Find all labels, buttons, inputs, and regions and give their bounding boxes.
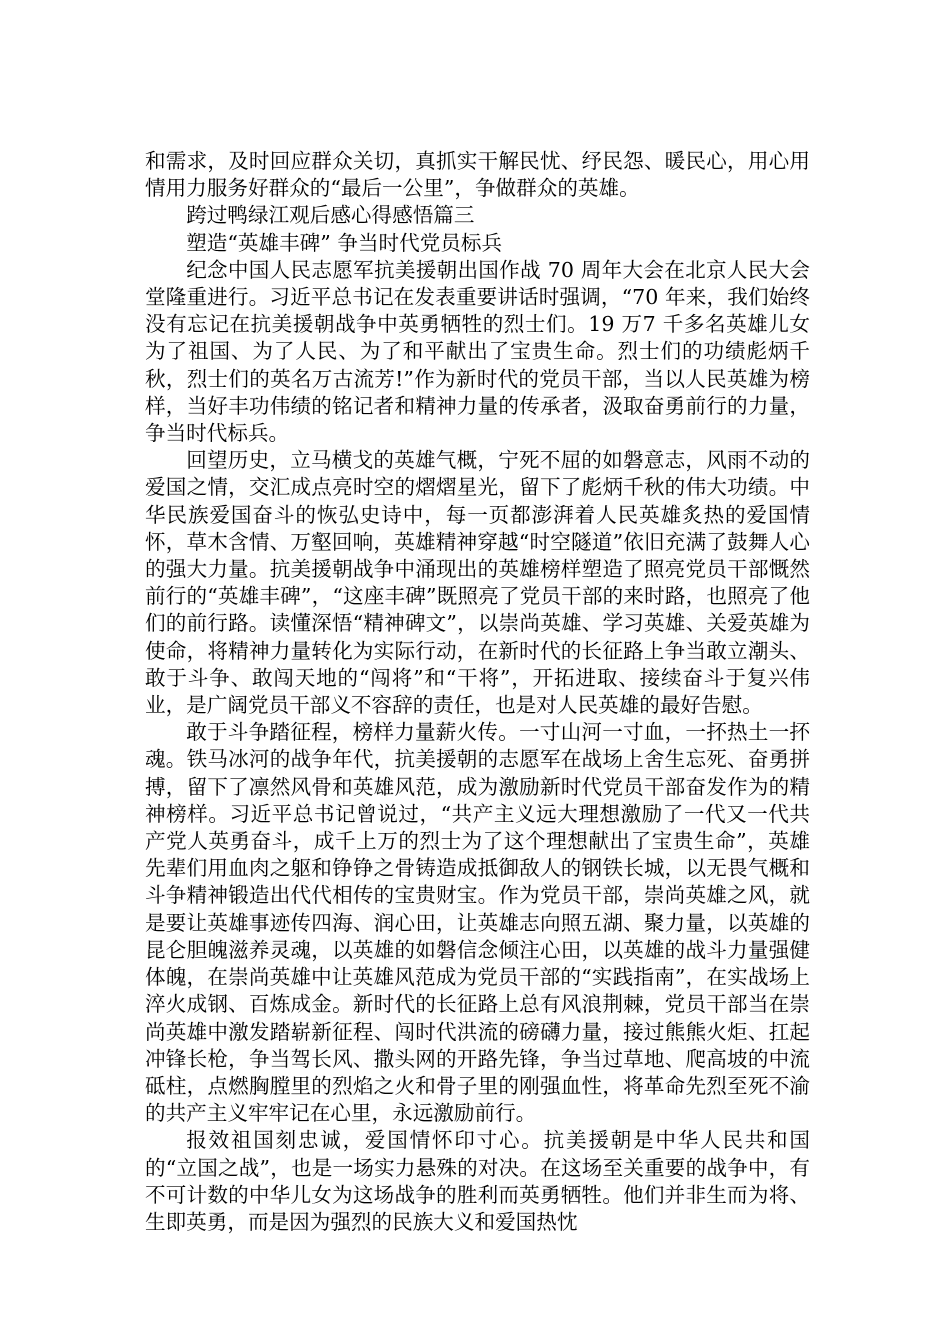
article-subtitle: 塑造“英雄丰碑” 争当时代党员标兵 (186, 230, 503, 255)
document-page (145, 148, 810, 1236)
paragraph-history: 回望历史，立马横戈的英雄气概，宁死不屈的如磐意志，风雨不动的爱国之情，交汇成点亮时空的熠熠星光，留下了彪炳千秋的伟大功绩。中华民族爱国奋斗的恢弘史诗中，每一页都澎湃着人民英雄炙热的爱国情怀，草木含情、万壑回响，英雄精神穿越“时空隧道”依旧充满了鼓舞人心的强大力量。抗美援朝战争中涌现出的英雄榜样塑造了照亮党员干部慨然前行的“英雄丰碑”，“这座丰碑”既照亮了党员干部的来时路，也照亮了他们的前行路。读懂深悟“精神碑文”，以崇尚英雄、学习英雄、关爱英雄为使命，将精神力量转化为实际行动，在新时代的长征路上争当敢立潮头、敢于斗争、敢闯天地的“闯将”和“干将”，开拓进取、接续奋斗于复兴伟业，是广阔党员干部义不容辞的责任，也是对人民英雄的最好告慰。 (145, 448, 810, 718)
paragraph-struggle: 敢于斗争踏征程，榜样力量薪火传。一寸山河一寸血，一抔热土一抔魂。铁马冰河的战争年代，抗美援朝的志愿军在战场上舍生忘死、奋勇拼搏，留下了凛然风骨和英雄风范，成为激励新时代党员干部奋发作为的精神榜样。习近平总书记曾说过，“共产主义远大理想激励了一代又一代共产党人英勇奋斗，成千上万的烈士为了这个理想献出了宝贵生命”，英雄先辈们用血肉之躯和铮铮之骨铸造成抵御敌人的钢铁长城，以无畏气概和斗争精神锻造出代代相传的宝贵财宝。作为党员干部，崇尚英雄之风，就是要让英雄事迹传四海、润心田，让英雄志向照五湖、聚力量，以英雄的昆仑胆魄滋养灵魂，以英雄的如磐信念倾注心田，以英雄的战斗力量强健体魄，在崇尚英雄中让英雄风范成为党员干部的“实践指南”，在实战场上淬火成钢、百炼成金。新时代的长征路上总有风浪荆棘，党员干部当在崇尚英雄中激发踏崭新征程、闯时代洪流的磅礴力量，接过熊熊火炬、扛起冲锋长枪，争当驾长风、撒头网的开路先锋，争当过草地、爬高坡的中流砥柱，点燃胸膛里的烈焰之火和骨子里的刚强血性，将革命先烈至死不渝的共产主义牢牢记在心里，永远激励前行。 (145, 720, 810, 1126)
section-title: 跨过鸭绿江观后感心得感悟篇三 (186, 203, 475, 228)
paragraph-intro: 纪念中国人民志愿军抗美援朝出国作战 70 周年大会在北京人民大会堂隆重进行。习近平总书记在发表重要讲话时强调，“70 年来，我们始终没有忘记在抗美援朝战争中英勇牺牲的烈士们。19 万7 千多名英雄儿女为了祖国、为了人民、为了和平献出了宝贵生命。烈士们的功绩彪炳千秋，烈士们的英名万古流芳!”作为新时代的党员干部，当以人民英雄为榜样，当好丰功伟绩的铭记者和精神力量的传承者，汲取奋勇前行的力量，争当时代标兵。 (145, 257, 810, 446)
paragraph-continuation: 和需求，及时回应群众关切，真抓实干解民忧、纾民怨、暖民心，用心用情用力服务好群众的“最后一公里”，争做群众的英雄。 (145, 149, 810, 201)
paragraph-loyalty: 报效祖国刻忠诚，爱国情怀印寸心。抗美援朝是中华人民共和国的“立国之战”，也是一场实力悬殊的对决。在这场至关重要的战争中，有不可计数的中华儿女为这场战争的胜利而英勇牺牲。他们并非生而为将、生即英勇，而是因为强烈的民族大义和爱国热忱 (145, 1128, 810, 1234)
